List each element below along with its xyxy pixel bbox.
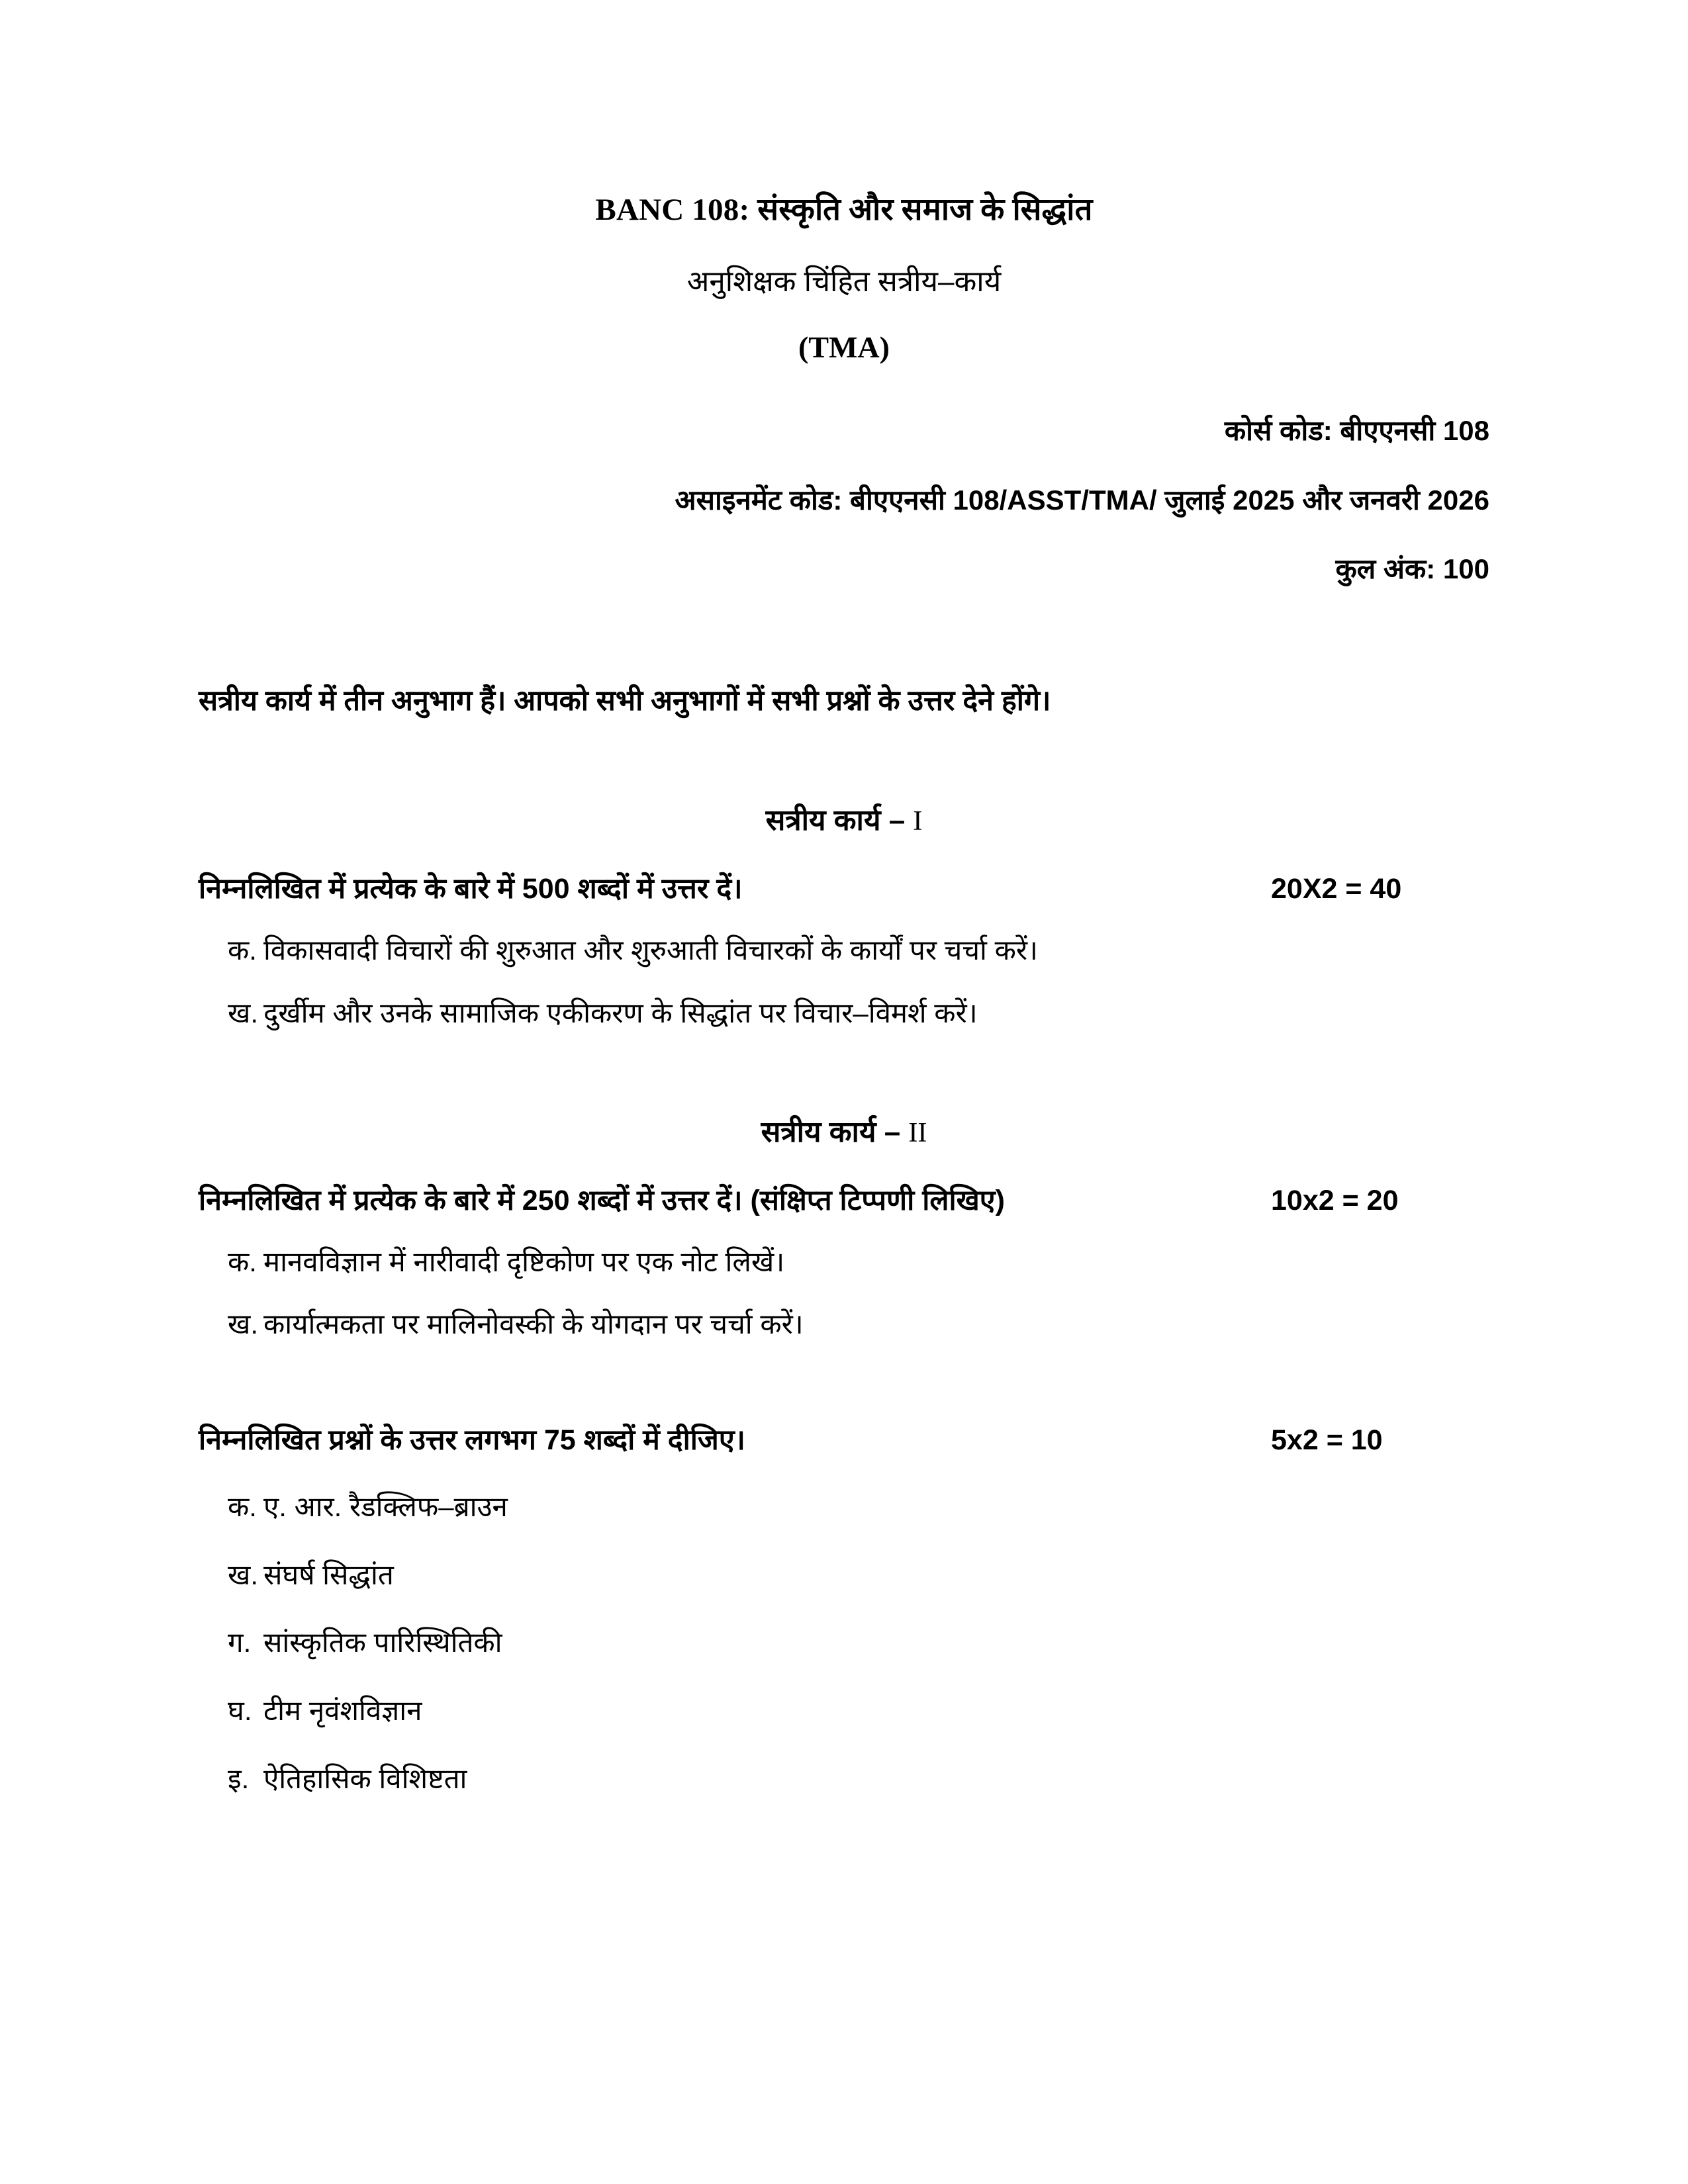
- list-item: [199, 932, 1489, 970]
- item-label: ग.: [228, 1627, 252, 1659]
- item-text: कार्यात्मकता पर मालिनोवस्की के योगदान पर चर्चा करें।: [263, 1308, 804, 1340]
- short-answer-prompt-row: [199, 1419, 1489, 1458]
- item-text: संघर्ष सिद्धांत: [263, 1559, 394, 1590]
- section-2-marks: 10x2 = 20: [1271, 1184, 1399, 1216]
- section-2-prompt-row: [199, 1179, 1489, 1218]
- list-item: [199, 1244, 1489, 1281]
- item-text: मानवविज्ञान में नारीवादी दृष्टिकोण पर एक नोट लिखें।: [263, 1246, 785, 1277]
- item-label: क.: [228, 1490, 257, 1522]
- item-label: ख.: [228, 1559, 259, 1590]
- list-item: [199, 1557, 1489, 1594]
- assignment-code-line: असाइनमेंट कोड: बीएएनसी 108/ASST/TMA/ जुलाई 2025 और जनवरी 2026: [675, 484, 1489, 516]
- section-heading-2-roman: II: [908, 1117, 927, 1148]
- list-item: [199, 1488, 1489, 1526]
- tma-abbreviation: (TMA): [798, 330, 890, 364]
- item-text: टीम नृवंशविज्ञान: [263, 1695, 422, 1726]
- item-text: ऐतिहासिक विशिष्टता: [263, 1762, 467, 1794]
- item-label: इ.: [228, 1762, 250, 1794]
- item-text: सांस्कृतिक पारिस्थितिकी: [263, 1627, 502, 1659]
- page-content: [199, 0, 1489, 1797]
- section-heading-1: [199, 799, 1489, 839]
- course-code-line: कोर्स कोड: बीएएनसी 108: [1224, 414, 1489, 446]
- course-title-text: संस्कृति और समाज के सिद्धांत: [749, 193, 1093, 227]
- section-heading-2-text: सत्रीय कार्य –: [761, 1115, 909, 1148]
- item-text: ए. आर. रैडक्लिफ–ब्राउन: [263, 1490, 508, 1522]
- list-item: [199, 1760, 1489, 1798]
- short-answer-marks: 5x2 = 10: [1271, 1424, 1383, 1456]
- list-item: [199, 1692, 1489, 1730]
- item-label: घ.: [228, 1695, 252, 1726]
- course-code-label: BANC 108:: [595, 193, 750, 227]
- assignment-type-heading: अनुशिक्षक चिंहित सत्रीय–कार्य: [686, 265, 1002, 298]
- item-label: ख.: [228, 1308, 259, 1340]
- section-1-prompt: निम्नलिखित में प्रत्येक के बारे में 500 शब्दों में उत्तर दें।: [199, 873, 743, 905]
- list-item: [199, 995, 1489, 1032]
- item-text: विकासवादी विचारों की शुरुआत और शुरुआती विचारकों के कार्यों पर चर्चा करें।: [263, 934, 1038, 966]
- item-label: क.: [228, 1246, 257, 1277]
- list-item: [199, 1624, 1489, 1662]
- section-heading-1-roman: I: [913, 806, 923, 837]
- item-label: क.: [228, 934, 257, 966]
- section-heading-2: [199, 1111, 1489, 1150]
- section-1-prompt-row: [199, 868, 1489, 907]
- section-spacer: [199, 1343, 1489, 1390]
- item-text: दुर्खीम और उनके सामाजिक एकीकरण के सिद्धांत पर विचार–विमर्श करें।: [263, 997, 978, 1028]
- section-1-marks: 20X2 = 40: [1271, 873, 1402, 905]
- page-title: [199, 191, 1489, 230]
- list-item: [199, 1306, 1489, 1343]
- short-answer-prompt: निम्नलिखित प्रश्नों के उत्तर लगभग 75 शब्दों में दीजिए।: [199, 1424, 745, 1456]
- section-2-prompt: निम्नलिखित में प्रत्येक के बारे में 250 शब्दों में उत्तर दें। (संक्षिप्त टिप्पणी लिखिए): [199, 1184, 1005, 1216]
- short-answer-list: [199, 1488, 1489, 1797]
- total-marks-line: कुल अंक: 100: [1335, 553, 1489, 585]
- item-label: ख.: [228, 997, 259, 1028]
- section-heading-1-text: सत्रीय कार्य –: [765, 804, 914, 837]
- general-instruction: सत्रीय कार्य में तीन अनुभाग हैं। आपको सभी अनुभागों में सभी प्रश्नों के उत्तर देने होंगे।: [199, 685, 1051, 717]
